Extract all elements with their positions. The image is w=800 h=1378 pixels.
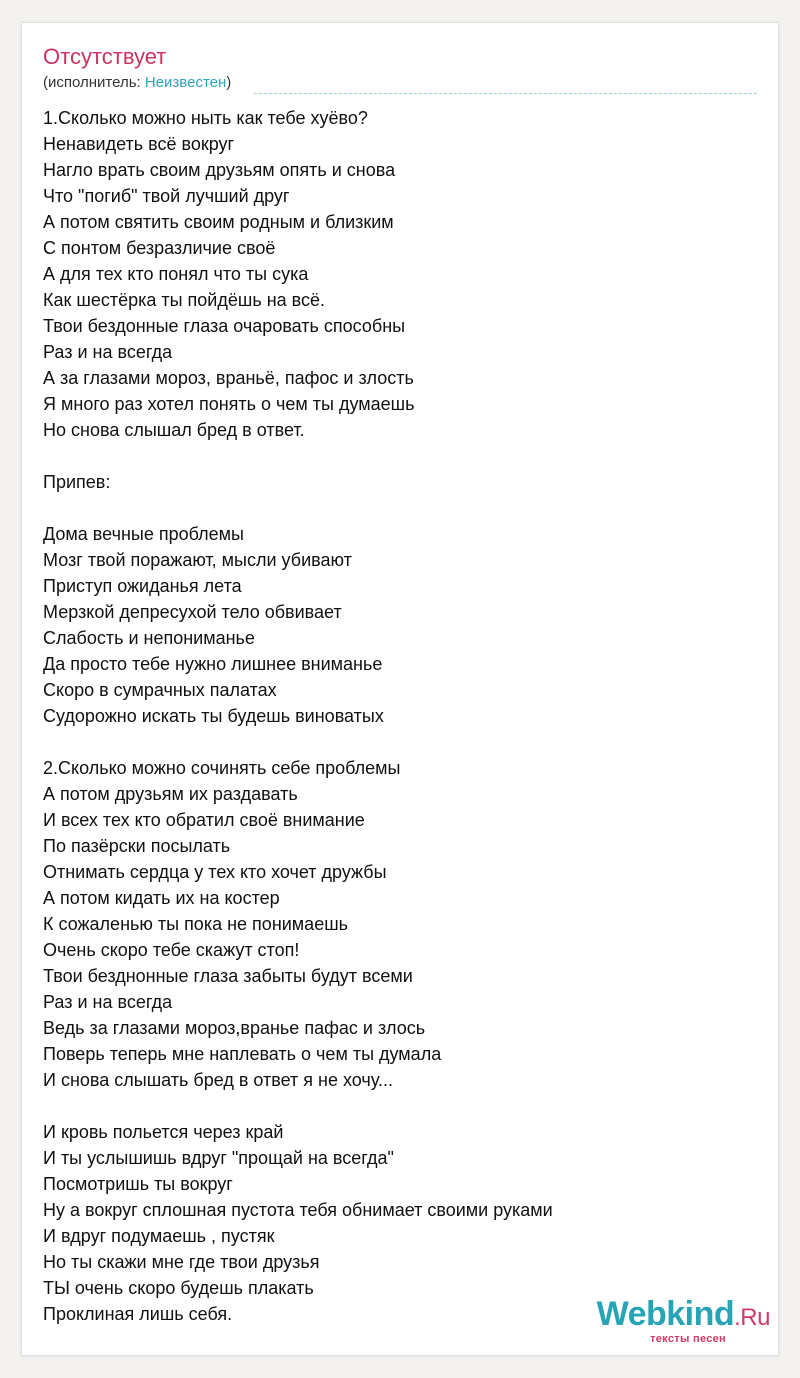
lyrics-card: [21, 22, 779, 1356]
lyric-line: Дома вечные проблемы: [43, 524, 244, 544]
lyric-blank-line: [43, 495, 763, 521]
site-logo[interactable]: [597, 1297, 770, 1345]
lyric-line: Раз и на всегда: [43, 992, 173, 1012]
lyric-line: Что "погиб" твой лучший друг: [43, 186, 290, 206]
lyric-line: Раз и на всегда: [43, 342, 173, 362]
lyric-line: А для тех кто понял что ты сука: [43, 264, 309, 284]
song-title: Отсутствует: [43, 44, 167, 69]
lyric-line: Судорожно искать ты будешь виноватых: [43, 706, 384, 726]
logo-wordmark: [597, 1297, 770, 1335]
lyric-blank-line: [43, 729, 763, 755]
lyric-line: Мозг твой поражают, мысли убивают: [43, 550, 352, 570]
lyrics-body: [43, 105, 763, 1327]
artist-prefix: (исполнитель:: [43, 74, 145, 91]
lyric-line: Но снова слышал бред в ответ.: [43, 420, 305, 440]
lyric-line: Припев:: [43, 472, 111, 492]
logo-subtitle: тексты песен: [650, 1333, 726, 1345]
lyric-line: Поверь теперь мне наплевать о чем ты думала: [43, 1044, 442, 1064]
lyric-line: И кровь польется через край: [43, 1122, 284, 1142]
logo-tld: .Ru: [734, 1304, 770, 1331]
lyric-line: И всех тех кто обратил своё внимание: [43, 810, 365, 830]
lyric-line: И снова слышать бред в ответ я не хочу...: [43, 1070, 393, 1090]
lyric-line: Твои бездонные глаза очаровать способны: [43, 316, 406, 336]
artist-line: [43, 73, 231, 93]
lyric-line: Отнимать сердца у тех кто хочет дружбы: [43, 862, 387, 882]
lyric-line: Слабость и непониманье: [43, 628, 255, 648]
lyric-line: Проклиная лишь себя.: [43, 1304, 233, 1324]
lyric-line: Как шестёрка ты пойдёшь на всё.: [43, 290, 326, 310]
lyric-line: И ты услышишь вдруг "прощай на всегда": [43, 1148, 394, 1168]
lyric-line: А потом святить своим родным и близким: [43, 212, 394, 232]
lyric-line: Посмотришь ты вокруг: [43, 1174, 233, 1194]
lyric-line: ТЫ очень скоро будешь плакать: [43, 1278, 314, 1298]
lyric-line: Скоро в сумрачных палатах: [43, 680, 277, 700]
lyric-line: Очень скоро тебе скажут стоп!: [43, 940, 300, 960]
lyric-line: Ненавидеть всё вокруг: [43, 134, 235, 154]
lyric-line: С понтом безразличие своё: [43, 238, 276, 258]
lyric-line: А потом друзьям их раздавать: [43, 784, 298, 804]
lyric-line: К сожаленью ты пока не понимаешь: [43, 914, 349, 934]
lyric-line: 1.Сколько можно ныть как тебе хуёво?: [43, 108, 368, 128]
lyric-line: А за глазами мороз, враньё, пафос и злость: [43, 368, 414, 388]
logo-name: Webkind: [596, 1295, 735, 1333]
lyric-line: Твои безднонные глаза забыты будут всеми: [43, 966, 413, 986]
artist-suffix: ): [226, 74, 232, 91]
lyric-line: Мерзкой депресухой тело обвивает: [43, 602, 342, 622]
lyric-line: 2.Сколько можно сочинять себе проблемы: [43, 758, 401, 778]
lyric-blank-line: [43, 443, 763, 469]
lyric-line: Ну а вокруг сплошная пустота тебя обнимает своими руками: [43, 1200, 553, 1220]
lyric-line: Приступ ожиданья лета: [43, 576, 242, 596]
lyric-blank-line: [43, 1093, 763, 1119]
lyric-line: Но ты скажи мне где твои друзья: [43, 1252, 320, 1272]
lyric-line: Нагло врать своим друзьям опять и снова: [43, 160, 396, 180]
artist-link[interactable]: Неизвестен: [144, 74, 227, 91]
lyric-line: Я много раз хотел понять о чем ты думаешь: [43, 394, 415, 414]
lyric-line: А потом кидать их на костер: [43, 888, 280, 908]
title-divider: [254, 93, 757, 94]
lyric-line: По пазёрски посылать: [43, 836, 231, 856]
lyric-line: Ведь за глазами мороз,вранье пафас и злось: [43, 1018, 426, 1038]
lyric-line: И вдруг подумаешь , пустяк: [43, 1226, 275, 1246]
lyric-line: Да просто тебе нужно лишнее вниманье: [43, 654, 383, 674]
